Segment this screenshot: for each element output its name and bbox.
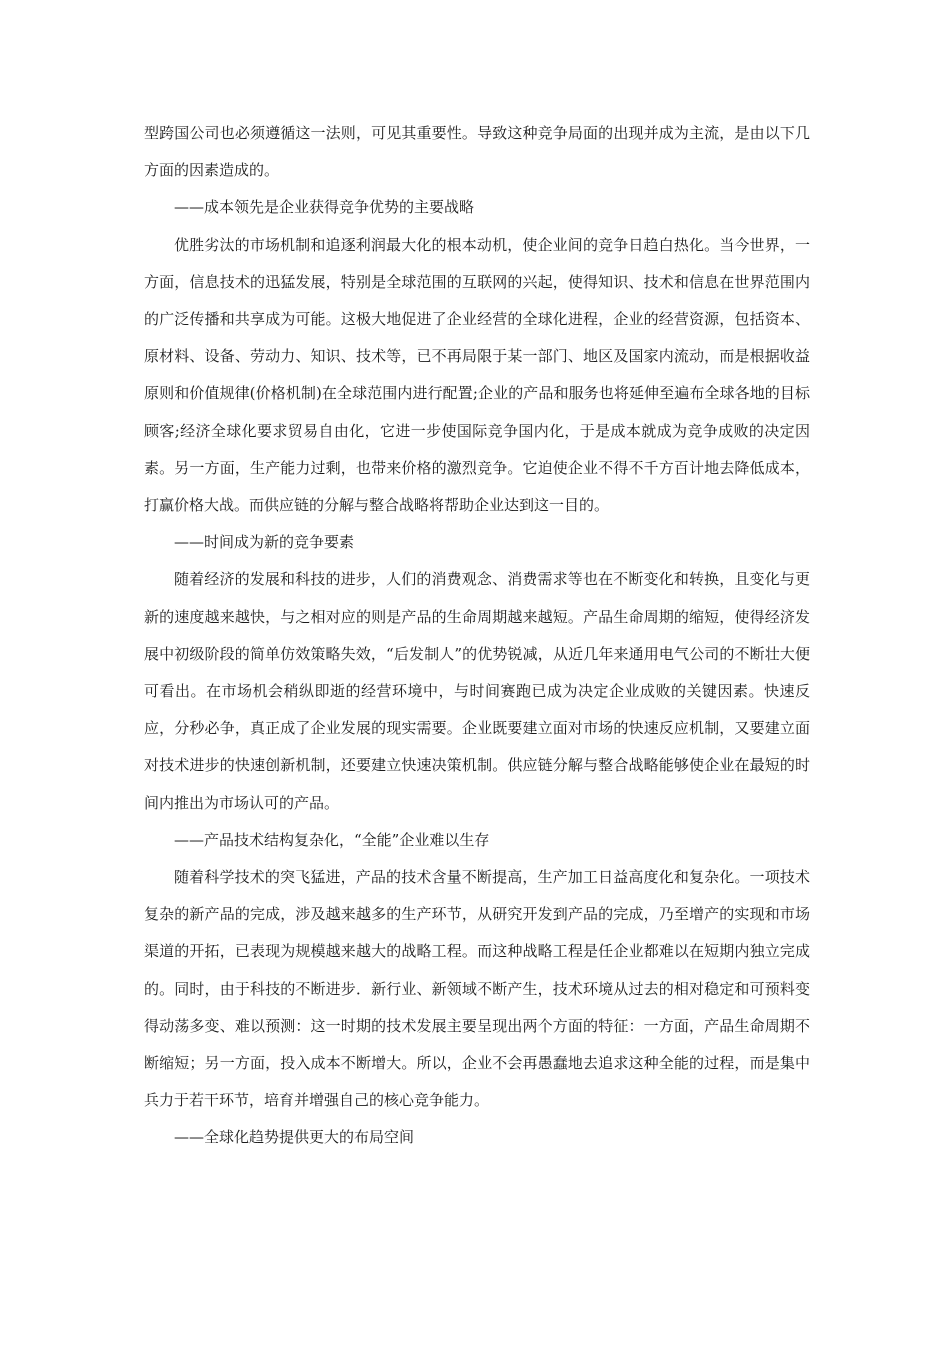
section-heading-cost-leadership: ——成本领先是企业获得竞争优势的主要战略 xyxy=(174,198,475,217)
paragraph-time-competition: 随着经济的发展和科技的进步，人们的消费观念、消费需求等也在不断变化和转换，且变化与更新的速度越来越快，与之相对应的则是产品的生命周期越来越短。产品生命周期的缩短，使得经济发展中初级阶段的简单仿效策略失效，“后发制人”的优势锐减，从近几年来通用电气公司的不断壮大便可看出。在市场机会稍纵即逝的经营环境中，与时间赛跑已成为决定企业成败的关键因素。快速反应，分秒必争，真正成了企业发展的现实需要。企业既要建立面对市场的快速反应机制，又要建立面对技术进步的快速创新机制，还要建立快速决策机制。供应链分解与整合战略能够使企业在最短的时间内推出为市场认可的产品。 xyxy=(144,570,810,812)
section-heading-time-competition: ——时间成为新的竞争要素 xyxy=(174,533,355,552)
section-heading-globalization: ——全球化趋势提供更大的布局空间 xyxy=(174,1128,415,1147)
paragraph-continuation: 型跨国公司也必须遵循这一法则，可见其重要性。导致这种竞争局面的出现并成为主流，是由以下几方面的因素造成的。 xyxy=(144,124,810,180)
document-body xyxy=(144,115,810,1157)
paragraph-product-complexity: 随着科学技术的突飞猛进，产品的技术含量不断提高，生产加工日益高度化和复杂化。一项技术复杂的新产品的完成，涉及越来越多的生产环节，从研究开发到产品的完成，乃至增产的实现和市场渠道的开拓，已表现为规模越来越大的战略工程。而这种战略工程是任企业都难以在短期内独立完成的。同时，由于科技的不断进步．新行业、新领域不断产生，技术环境从过去的相对稳定和可预料变得动荡多变、难以预测：这一时期的技术发展主要呈现出两个方面的特征：一方面，产品生命周期不断缩短；另一方面，投入成本不断增大。所以，企业不会再愚蠢地去追求这种全能的过程，而是集中兵力于若干环节，培育并增强自己的核心竞争能力。 xyxy=(144,868,810,1110)
paragraph-cost-leadership: 优胜劣汰的市场机制和追逐利润最大化的根本动机，使企业间的竞争日趋白热化。当今世界，一方面，信息技术的迅猛发展，特别是全球范围的互联网的兴起，使得知识、技术和信息在世界范围内的广泛传播和共享成为可能。这极大地促进了企业经营的全球化进程，企业的经营资源，包括资本、原材料、设备、劳动力、知识、技术等，已不再局限于某一部门、地区及国家内流动，而是根据收益原则和价值规律(价格机制)在全球范围内进行配置;企业的产品和服务也将延伸至遍布全球各地的目标顾客;经济全球化要求贸易自由化，它进一步使国际竞争国内化，于是成本就成为竞争成败的决定因素。另一方面，生产能力过剩，也带来价格的激烈竞争。它迫使企业不得不千方百计地去降低成本，打赢价格大战。而供应链的分解与整合战略将帮助企业达到这一目的。 xyxy=(144,235,810,515)
section-heading-product-complexity: ——产品技术结构复杂化，“全能”企业难以生存 xyxy=(174,830,490,849)
